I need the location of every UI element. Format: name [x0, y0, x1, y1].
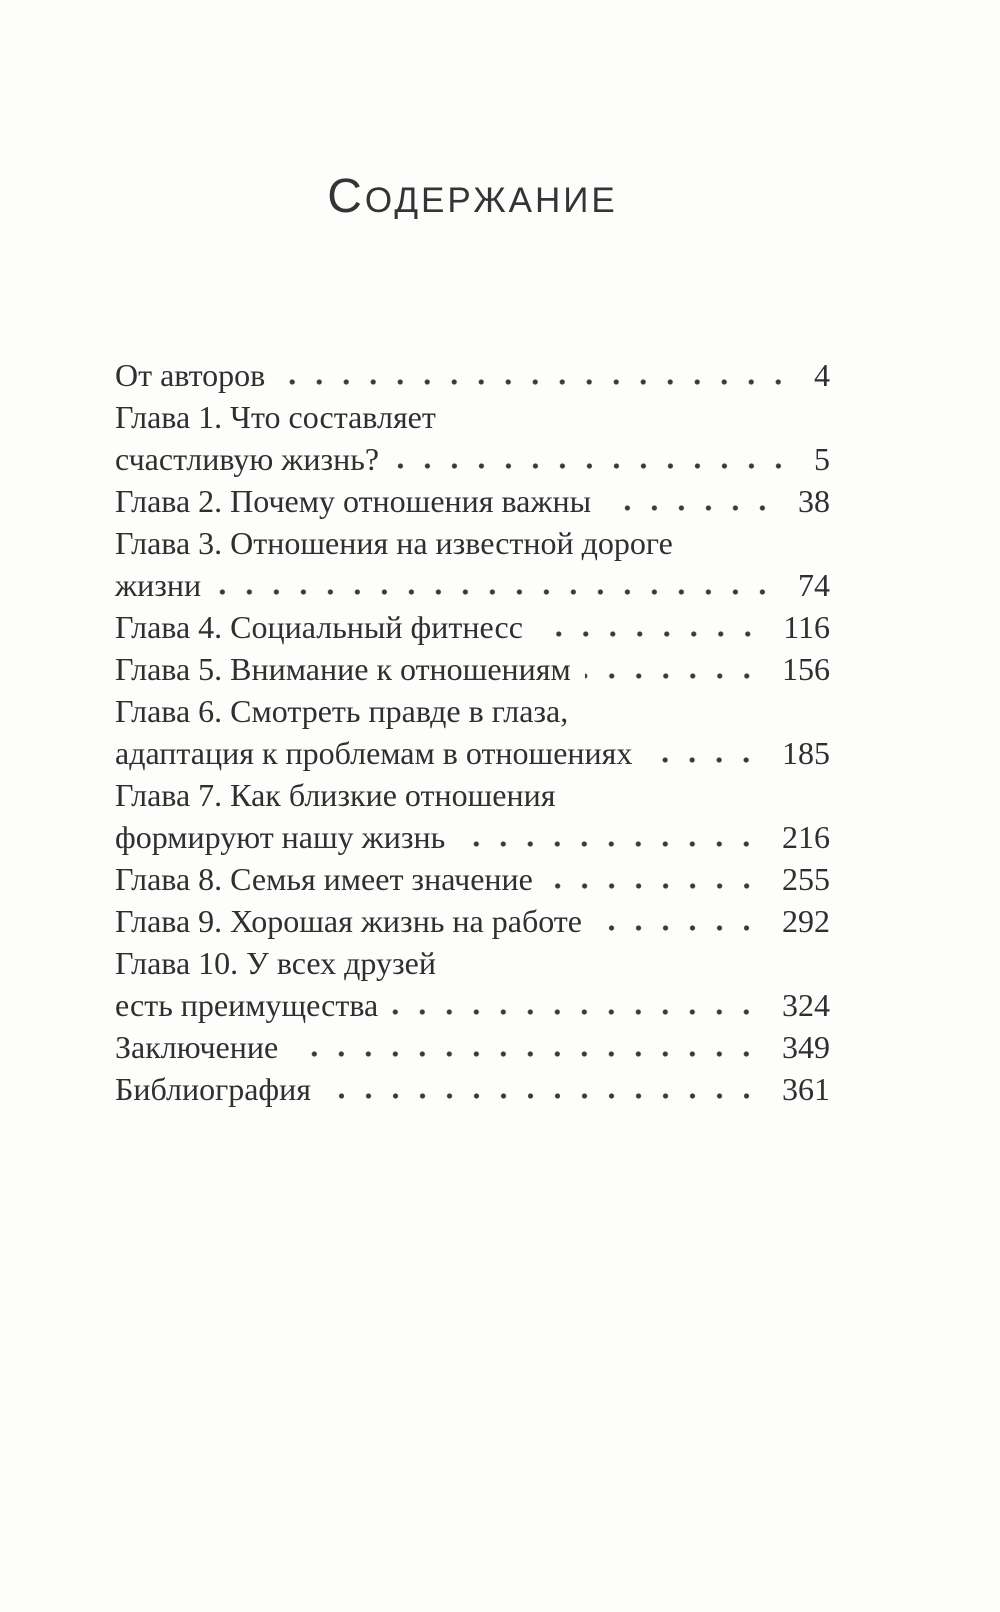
toc-line-ch1-b	[115, 438, 830, 480]
page-number: 361	[782, 1071, 830, 1107]
dot-leader	[585, 648, 762, 690]
page-number: 5	[814, 441, 830, 477]
toc-line-ch8	[115, 858, 830, 900]
dot-leader	[547, 858, 762, 900]
dot-leader	[605, 480, 778, 522]
toc-entry-text: жизни	[115, 567, 202, 603]
toc-entry-text: От авторов	[115, 357, 266, 393]
dot-leader	[393, 438, 794, 480]
toc-line-conclusion	[115, 1026, 830, 1068]
toc-entry-text: счастливую жизнь?	[115, 441, 380, 477]
dot-leader	[459, 816, 762, 858]
page-number: 185	[782, 735, 830, 771]
toc-line-ch7-b	[115, 816, 830, 858]
toc-entry-text: Глава 4. Социальный фитнесс	[115, 609, 523, 645]
dot-leader	[646, 732, 762, 774]
toc-entry-text: Глава 9. Хорошая жизнь на работе	[115, 903, 582, 939]
dot-leader	[325, 1068, 762, 1110]
toc-entry-text: Глава 1. Что составляет	[115, 399, 436, 435]
toc-line-ch9	[115, 900, 830, 942]
toc-entry-text: Глава 7. Как близкие отношения	[115, 777, 556, 813]
dot-leader	[392, 984, 762, 1026]
dot-leader	[292, 1026, 762, 1068]
toc-line-ch3-a	[115, 522, 830, 564]
toc-line-ch10-a	[115, 942, 830, 984]
toc-line-authors	[115, 354, 830, 396]
page-number: 292	[782, 903, 830, 939]
page-number: 349	[782, 1029, 830, 1065]
toc-entry-text: Глава 6. Смотреть правде в глаза,	[115, 693, 569, 729]
page-number: 216	[782, 819, 830, 855]
toc-line-ch6-a	[115, 690, 830, 732]
toc-line-ch6-b	[115, 732, 830, 774]
dot-leader	[279, 354, 794, 396]
page-number: 156	[782, 651, 830, 687]
toc-line-ch7-a	[115, 774, 830, 816]
toc-entry-text: Глава 10. У всех друзей	[115, 945, 436, 981]
toc-line-bibliography	[115, 1068, 830, 1110]
page-number: 38	[798, 483, 830, 519]
toc-line-ch10-b	[115, 984, 830, 1026]
page-number: 255	[782, 861, 830, 897]
toc-entry-text: адаптация к проблемам в отношениях	[115, 735, 633, 771]
table-of-contents	[115, 354, 830, 1110]
dot-leader	[537, 606, 763, 648]
page-number: 324	[782, 987, 830, 1023]
toc-entry-text: Глава 8. Семья имеет значение	[115, 861, 533, 897]
toc-entry-text: Библиография	[115, 1071, 311, 1107]
toc-entry-text: формируют нашу жизнь	[115, 819, 446, 855]
dot-leader	[596, 900, 762, 942]
toc-line-ch1-a	[115, 396, 830, 438]
toc-entry-text: Глава 3. Отношения на известной дороге	[115, 525, 673, 561]
toc-entry-text: Глава 2. Почему отношения важны	[115, 483, 592, 519]
toc-line-ch5	[115, 648, 830, 690]
page-number: 116	[783, 609, 830, 645]
dot-leader	[215, 564, 778, 606]
toc-line-ch2	[115, 480, 830, 522]
page-number: 74	[798, 567, 830, 603]
toc-entry-text: есть преимущества	[115, 987, 379, 1023]
toc-line-ch4	[115, 606, 830, 648]
toc-line-ch3-b	[115, 564, 830, 606]
page-number: 4	[814, 357, 830, 393]
toc-entry-text: Глава 5. Внимание к отношениям	[115, 651, 571, 687]
toc-entry-text: Заключение	[115, 1029, 279, 1065]
page-title: СОДЕРЖАНИЕ	[327, 170, 618, 223]
